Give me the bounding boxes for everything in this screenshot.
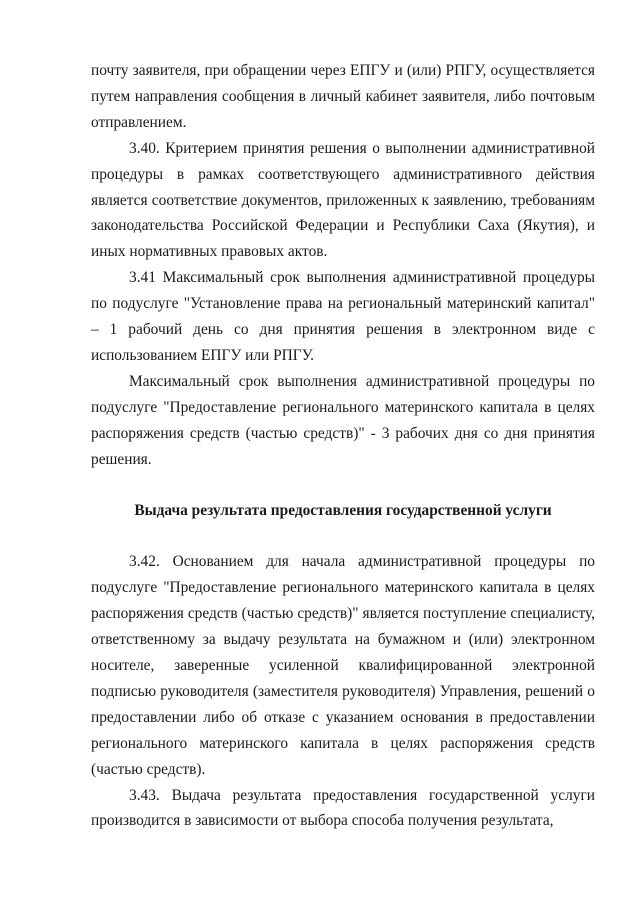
paragraph-3-42: 3.42. Основанием для начала административной процедуры по подуслуге "Предоставление регионального материнского капитала в целях распоряжения средств (частью средств)" является поступление специалисту, ответственному за выдачу результата на бумажном и (или) электронном носителе, заверенные усиленной квалифицированной электронной подписью руководителя (заместителя руководителя) Управления, решений о предоставлении либо об отказе с указанием основания в предоставлении регионального материнского капитала в целях распоряжения средств (частью средств). bbox=[91, 553, 595, 778]
paragraph-3-41-second: Максимальный срок выполнения административной процедуры по подуслуге "Предоставление регионального материнского капитала в целях распоряжения средств (частью средств)" - 3 рабочих дня со дня принятия решения. bbox=[91, 372, 595, 468]
document-page bbox=[91, 58, 595, 834]
paragraph-3-40: 3.40. Критерием принятия решения о выполнении административной процедуры в рамках соответствующего административного действия является соответствие документов, приложенных к заявлению, требованиям законодательства Российской Федерации и Республики Саха (Якутия), и иных нормативных правовых актов. bbox=[91, 139, 595, 261]
paragraph-continuation: почту заявителя, при обращении через ЕПГУ и (или) РПГУ, осуществляется путем направления сообщения в личный кабинет заявителя, либо почтовым отправлением. bbox=[91, 62, 595, 131]
paragraph-3-41: 3.41 Максимальный срок выполнения административной процедуры по подуслуге "Установление права на региональный материнский капитал" – 1 рабочий день со дня принятия решения в электронном виде с использованием ЕПГУ или РПГУ. bbox=[91, 269, 595, 364]
paragraph-3-43: 3.43. Выдача результата предоставления государственной услуги производится в зависимости от выбора способа получения результата, bbox=[91, 786, 595, 830]
section-heading: Выдача результата предоставления государственной услуги bbox=[134, 501, 552, 519]
